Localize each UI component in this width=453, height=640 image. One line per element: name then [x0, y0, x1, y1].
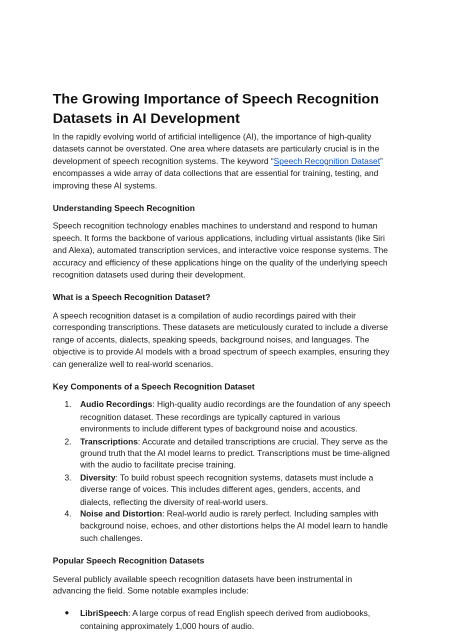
page-title: The Growing Importance of Speech Recognition Datasets in AI Development [52, 91, 379, 127]
intro-paragraph [53, 131, 391, 192]
section-heading-key-components: Key Components of a Speech Recognition Dataset [52, 381, 255, 392]
list-item-desc: : High-quality audio recordings are the foundation of any speech recognition dataset. These recordings are typically captured in various environments to include different types of background noise and acoustics. [80, 399, 391, 434]
section-heading-what-is: What is a Speech Recognition Dataset? [52, 292, 211, 303]
list-number: 2. [64, 436, 72, 446]
intro-text-after: ” encompasses a wide array of data collections that are essential for training, testing, and improving these AI systems. [52, 156, 383, 191]
popular-datasets-list [53, 608, 391, 632]
bullet-icon: ● [64, 608, 70, 618]
section-heading-popular: Popular Speech Recognition Datasets [52, 555, 205, 566]
list-item-term: Transcriptions [80, 436, 138, 446]
list-item-term: Diversity [80, 472, 116, 483]
section-body-what-is: A speech recognition dataset is a compilation of audio recordings paired with their corresponding transcriptions. These datasets are meticulously curated to include a diverse range of accents, dialects, speaking speeds, background noises, and languages. The objective is to provide AI models with a broad spectrum of speech examples, ensuring they can generalize well to real-world scenarios. [52, 310, 390, 369]
section-body-understanding: Speech recognition technology enables machines to understand and respond to human speech. It forms the backbone of various applications, including virtual assistants (like Siri and Alexa), automated transcription services, and interactive voice response systems. The accuracy and efficiency of these applications hinge on the quality of the underlying speech recognition datasets used during their development. [52, 221, 388, 280]
list-item-desc: : Real-world audio is rarely perfect. Including samples with background noise, echoes, and other distortions helps the AI model learn to handle such challenges. [80, 508, 388, 543]
list-item-desc: : Accurate and detailed transcriptions are crucial. They serve as the ground truth that the AI model learns to predict. Transcriptions must be time-aligned with the audio to facilitate precise training. [80, 436, 390, 471]
list-item-term: Audio Recordings [80, 399, 153, 410]
section-heading-understanding: Understanding Speech Recognition [52, 203, 195, 213]
intro-text-before: In the rapidly evolving world of artificial intelligence (AI), the importance of high-quality datasets cannot be overstated. One area where datasets are particularly crucial is in the development of speech recognition systems. The keyword “ [52, 131, 380, 166]
list-item-desc: : A large corpus of read English speech derived from audiobooks, containing approximately 1,000 hours of audio. [80, 608, 371, 631]
section-body-popular: Several publicly available speech recognition datasets have been instrumental in advancing the field. Some notable examples include: [52, 573, 353, 596]
list-item [53, 608, 391, 632]
list-item-term: Noise and Distortion [80, 508, 163, 519]
list-number: 4. [64, 508, 72, 519]
list-item-desc: : To build robust speech recognition systems, datasets must include a diverse range of voices. This includes different ages, genders, accents, and dialects, reflecting the diversity of real-world users. [80, 472, 374, 507]
speech-recognition-dataset-link[interactable]: Speech Recognition Dataset [273, 156, 381, 166]
list-item [53, 399, 391, 435]
list-item [53, 435, 391, 471]
list-number: 3. [64, 472, 72, 483]
list-item-term: LibriSpeech [80, 608, 129, 619]
list-item [53, 508, 391, 544]
key-components-list [53, 399, 391, 544]
list-item [53, 471, 391, 507]
list-number: 1. [64, 399, 72, 410]
